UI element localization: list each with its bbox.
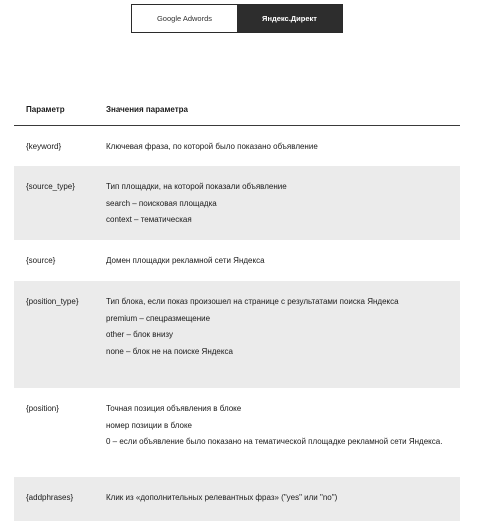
value-line: search – поисковая площадка	[106, 198, 217, 208]
param-cell: {addphrases}	[26, 493, 74, 502]
parameters-table	[14, 94, 460, 521]
table-row	[14, 166, 460, 240]
value-line: Ключевая фраза, по которой было показано объявление	[106, 142, 318, 151]
value-cell	[106, 166, 460, 240]
value-cell	[106, 281, 460, 388]
value-line: Тип площадки, на которой показали объявление	[106, 182, 287, 191]
header-param: Параметр	[26, 105, 65, 114]
value-line: premium – спецразмещение	[106, 313, 211, 323]
value-line: context – тематическая	[106, 215, 192, 224]
table-row	[14, 281, 460, 388]
param-cell: {position_type}	[26, 297, 79, 306]
tab-yandex-direct[interactable]: Яндекс.Директ	[237, 5, 342, 32]
value-line: none – блок не на поиске Яндекса	[106, 346, 233, 356]
value-line: 0 – если объявление было показано на тематической площадке рекламной сети Яндекса.	[106, 437, 443, 446]
table-row	[14, 388, 460, 477]
table-row	[14, 240, 460, 281]
value-line: Клик из «дополнительных релевантных фраз» ("yes" или "no")	[106, 493, 338, 502]
value-line: номер позиции в блоке	[106, 420, 192, 430]
value-line: Точная позиция объявления в блоке	[106, 404, 242, 413]
param-cell: {keyword}	[26, 142, 62, 151]
tab-google-adwords[interactable]: Google Adwords	[132, 5, 237, 32]
table-row	[14, 126, 460, 166]
param-cell: {source_type}	[26, 182, 75, 191]
value-line: Тип блока, если показ произошел на странице с результатами поиска Яндекса	[106, 297, 399, 306]
table-row	[14, 477, 460, 521]
header-values: Значения параметра	[106, 105, 188, 114]
table-header	[14, 94, 460, 126]
value-cell	[106, 240, 460, 281]
value-line: other – блок внизу	[106, 330, 173, 339]
platform-tabs	[131, 4, 343, 33]
value-line: Домен площадки рекламной сети Яндекса	[106, 256, 265, 265]
param-cell: {position}	[26, 404, 59, 413]
value-cell	[106, 477, 460, 521]
value-cell	[106, 388, 460, 477]
param-cell: {source}	[26, 256, 56, 265]
value-cell	[106, 126, 460, 166]
